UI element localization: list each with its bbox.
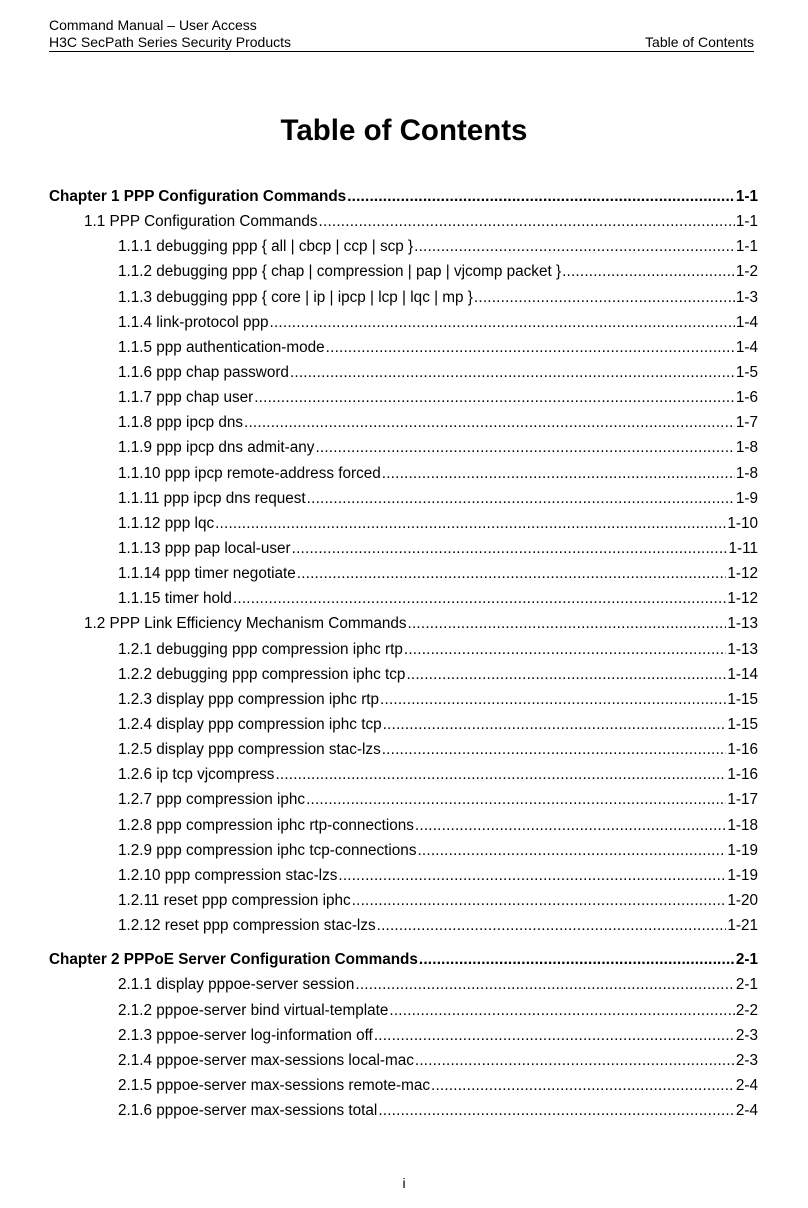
toc-subsection-entry[interactable] [49, 289, 758, 314]
dot-leader [383, 716, 727, 734]
page-number: i [402, 1175, 406, 1191]
dot-leader [307, 490, 735, 508]
toc-subsection-entry[interactable] [49, 842, 758, 867]
dot-leader [254, 389, 735, 407]
toc-entry-title: 1.2.6 ip tcp vjcompress [118, 766, 275, 784]
toc-entry-title: 2.1.4 pppoe-server max-sessions local-mac [118, 1051, 414, 1069]
dot-leader [319, 213, 735, 231]
toc-subsection-entry[interactable] [49, 791, 758, 816]
toc-entry-title: 1.1 PPP Configuration Commands [84, 213, 318, 231]
toc-entry-title: Chapter 2 PPPoE Server Configuration Commands [49, 951, 418, 969]
toc-entry-page: 1-15 [727, 715, 758, 733]
toc-entry-title: 1.2.4 display ppp compression iphc tcp [118, 715, 382, 733]
toc-subsection-entry[interactable] [49, 1052, 758, 1077]
toc-subsection-entry[interactable] [49, 1102, 758, 1127]
dot-leader [297, 565, 727, 583]
toc-subsection-entry[interactable] [49, 263, 758, 288]
dot-leader [233, 590, 726, 608]
toc-subsection-entry[interactable] [49, 565, 758, 590]
dot-leader [417, 842, 726, 860]
toc-entry-title: 2.1.2 pppoe-server bind virtual-template [118, 1001, 389, 1019]
toc-chapter-entry[interactable] [49, 188, 758, 213]
toc-entry-title: 1.1.12 ppp lqc [118, 514, 215, 532]
dot-leader [377, 917, 727, 935]
dot-leader [408, 615, 727, 633]
toc-subsection-entry[interactable] [49, 314, 758, 339]
toc-entry-title: 1.2.9 ppp compression iphc tcp-connections [118, 841, 417, 859]
toc-subsection-entry[interactable] [49, 590, 758, 615]
toc-entry-title: 1.1.2 debugging ppp { chap | compression | pap | vjcomp packet } [118, 263, 562, 281]
toc-entry-title: 1.1.13 ppp pap local-user [118, 539, 291, 557]
dot-leader [244, 414, 735, 432]
toc-entry-page: 1-7 [735, 414, 758, 432]
toc-entry-page: 2-2 [735, 1001, 758, 1019]
toc-entry-title: 1.1.11 ppp ipcp dns request [118, 489, 306, 507]
header-section-name: Table of Contents [645, 34, 754, 50]
toc-entry-page: 1-14 [727, 665, 758, 683]
dot-leader [374, 1027, 735, 1045]
toc-section-entry[interactable] [49, 213, 758, 238]
chapter-spacer [49, 942, 758, 951]
toc-entry-title: 1.2.5 display ppp compression stac-lzs [118, 741, 381, 759]
toc-subsection-entry[interactable] [49, 892, 758, 917]
toc-entry-title: 1.2.2 debugging ppp compression iphc tcp [118, 665, 406, 683]
toc-subsection-entry[interactable] [49, 691, 758, 716]
dot-leader [290, 364, 735, 382]
toc-entry-page: 1-1 [735, 188, 758, 205]
toc-subsection-entry[interactable] [49, 490, 758, 515]
dot-leader [415, 1052, 735, 1070]
dot-leader [352, 892, 727, 910]
table-of-contents [49, 188, 758, 1127]
toc-subsection-entry[interactable] [49, 817, 758, 842]
toc-entry-page: 1-1 [735, 238, 758, 256]
toc-subsection-entry[interactable] [49, 716, 758, 741]
toc-subsection-entry[interactable] [49, 641, 758, 666]
toc-subsection-entry[interactable] [49, 1027, 758, 1052]
page-title: Table of Contents [280, 114, 528, 147]
toc-entry-page: 2-3 [735, 1051, 758, 1069]
toc-subsection-entry[interactable] [49, 766, 758, 791]
toc-entry-page: 1-19 [727, 866, 758, 884]
toc-entry-page: 1-15 [727, 690, 758, 708]
toc-subsection-entry[interactable] [49, 867, 758, 892]
toc-subsection-entry[interactable] [49, 666, 758, 691]
page-header [49, 17, 754, 52]
toc-entry-page: 1-20 [727, 891, 758, 909]
toc-subsection-entry[interactable] [49, 1002, 758, 1027]
dot-leader [378, 1102, 735, 1120]
toc-subsection-entry[interactable] [49, 364, 758, 389]
toc-entry-page: 1-21 [727, 917, 758, 935]
dot-leader [306, 791, 726, 809]
toc-entry-title: 1.1.15 timer hold [118, 590, 232, 608]
toc-subsection-entry[interactable] [49, 540, 758, 565]
toc-entry-page: 1-8 [735, 464, 758, 482]
toc-subsection-entry[interactable] [49, 439, 758, 464]
toc-entry-title: 2.1.6 pppoe-server max-sessions total [118, 1102, 378, 1120]
toc-section-entry[interactable] [49, 615, 758, 640]
toc-entry-page: 2-4 [735, 1102, 758, 1120]
dot-leader [406, 666, 726, 684]
toc-subsection-entry[interactable] [49, 1077, 758, 1102]
toc-entry-title: 2.1.1 display pppoe-server session [118, 976, 355, 994]
toc-entry-title: 1.2.1 debugging ppp compression iphc rtp [118, 640, 403, 658]
toc-entry-page: 1-16 [727, 741, 758, 759]
toc-entry-page: 1-5 [735, 363, 758, 381]
toc-entry-title: 1.2.3 display ppp compression iphc rtp [118, 690, 380, 708]
toc-entry-page: 1-2 [735, 263, 758, 281]
toc-entry-title: 1.2 PPP Link Efficiency Mechanism Commands [84, 615, 407, 633]
dot-leader [275, 766, 726, 784]
dot-leader [355, 976, 735, 994]
toc-entry-title: 1.1.9 ppp ipcp dns admit-any [118, 439, 315, 457]
toc-entry-title: 1.2.11 reset ppp compression iphc [118, 891, 351, 909]
header-manual-title: Command Manual – User Access [49, 17, 257, 33]
toc-subsection-entry[interactable] [49, 389, 758, 414]
dot-leader [414, 238, 735, 256]
dot-leader [292, 540, 728, 558]
toc-entry-page: 2-1 [735, 951, 758, 969]
dot-leader [474, 289, 735, 307]
dot-leader [270, 314, 735, 332]
toc-entry-page: 1-18 [727, 816, 758, 834]
toc-entry-page: 1-12 [727, 565, 758, 583]
toc-entry-title: 1.2.10 ppp compression stac-lzs [118, 866, 338, 884]
toc-subsection-entry[interactable] [49, 238, 758, 263]
toc-entry-title: 1.2.8 ppp compression iphc rtp-connections [118, 816, 414, 834]
toc-entry-page: 1-12 [727, 590, 758, 608]
toc-entry-title: 1.1.4 link-protocol ppp [118, 313, 269, 331]
toc-entry-title: 1.1.5 ppp authentication-mode [118, 338, 325, 356]
toc-subsection-entry[interactable] [49, 917, 758, 942]
dot-leader [389, 1002, 734, 1020]
toc-entry-page: 2-4 [735, 1076, 758, 1094]
toc-entry-title: 1.1.1 debugging ppp { all | cbcp | ccp | scp } [118, 238, 414, 256]
dot-leader [419, 951, 735, 969]
toc-entry-title: 1.1.7 ppp chap user [118, 389, 254, 407]
toc-subsection-entry[interactable] [49, 976, 758, 1001]
toc-entry-title: 2.1.5 pppoe-server max-sessions remote-mac [118, 1076, 431, 1094]
toc-subsection-entry[interactable] [49, 339, 758, 364]
dot-leader [382, 465, 735, 483]
dot-leader [382, 741, 727, 759]
dot-leader [347, 188, 735, 206]
toc-entry-title: Chapter 1 PPP Configuration Commands [49, 188, 347, 205]
toc-entry-page: 1-13 [727, 640, 758, 658]
toc-entry-page: 1-6 [735, 389, 758, 407]
toc-entry-page: 1-1 [735, 213, 758, 231]
toc-chapter-entry[interactable] [49, 951, 758, 976]
toc-entry-page: 1-13 [727, 615, 758, 633]
dot-leader [404, 641, 726, 659]
toc-entry-page: 1-8 [735, 439, 758, 457]
toc-entry-page: 1-3 [735, 288, 758, 306]
toc-entry-page: 1-4 [735, 313, 758, 331]
toc-entry-page: 2-3 [735, 1026, 758, 1044]
toc-entry-title: 1.2.7 ppp compression iphc [118, 791, 306, 809]
header-product-name: H3C SecPath Series Security Products [49, 34, 291, 50]
toc-subsection-entry[interactable] [49, 515, 758, 540]
toc-entry-page: 2-1 [735, 976, 758, 994]
toc-entry-page: 1-10 [727, 514, 758, 532]
toc-entry-title: 1.2.12 reset ppp compression stac-lzs [118, 917, 376, 935]
toc-entry-title: 1.1.14 ppp timer negotiate [118, 565, 296, 583]
dot-leader [338, 867, 726, 885]
dot-leader [315, 439, 734, 457]
toc-entry-title: 1.1.3 debugging ppp { core | ip | ipcp | lcp | lqc | mp } [118, 288, 473, 306]
dot-leader [380, 691, 726, 709]
dot-leader [431, 1077, 735, 1095]
toc-entry-page: 1-4 [735, 338, 758, 356]
dot-leader [562, 263, 735, 281]
toc-entry-page: 1-9 [735, 489, 758, 507]
toc-entry-title: 1.1.6 ppp chap password [118, 363, 289, 381]
toc-entry-page: 1-17 [727, 791, 758, 809]
toc-subsection-entry[interactable] [49, 465, 758, 490]
toc-entry-title: 1.1.8 ppp ipcp dns [118, 414, 244, 432]
dot-leader [215, 515, 726, 533]
toc-entry-title: 2.1.3 pppoe-server log-information off [118, 1026, 373, 1044]
toc-entry-page: 1-11 [728, 539, 758, 557]
toc-entry-title: 1.1.10 ppp ipcp remote-address forced [118, 464, 381, 482]
toc-entry-page: 1-16 [727, 766, 758, 784]
toc-subsection-entry[interactable] [49, 414, 758, 439]
toc-subsection-entry[interactable] [49, 741, 758, 766]
dot-leader [415, 817, 726, 835]
toc-entry-page: 1-19 [727, 841, 758, 859]
dot-leader [326, 339, 735, 357]
